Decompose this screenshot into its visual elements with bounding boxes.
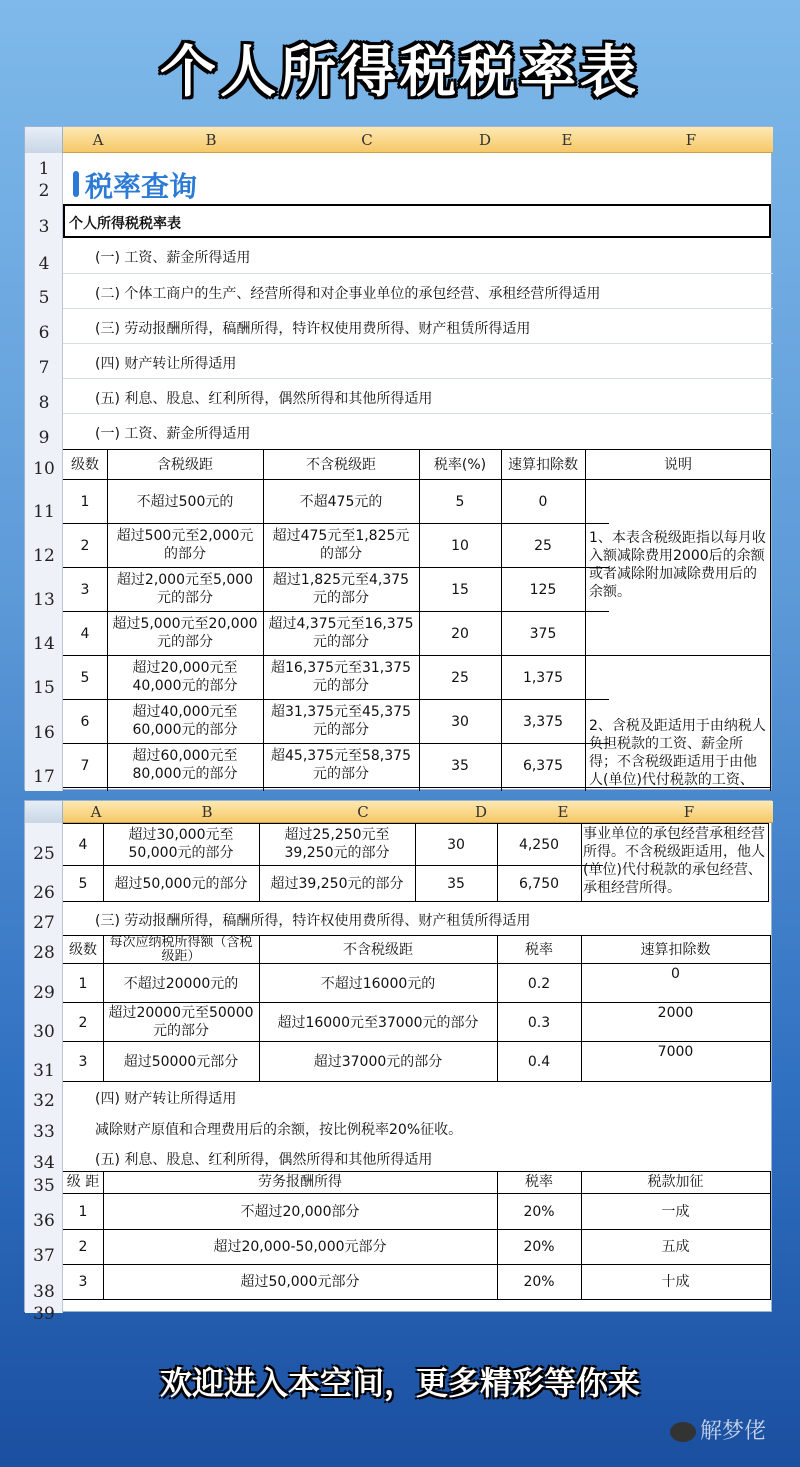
cell[interactable]: 超过50000元部分 <box>123 1054 239 1070</box>
table-border <box>63 901 769 902</box>
hdr-rate[interactable]: 税率 <box>525 942 553 958</box>
row-num[interactable]: 14 <box>33 634 55 654</box>
row-num[interactable]: 11 <box>33 502 55 522</box>
title-cell[interactable]: 个人所得税税率表 <box>69 216 181 232</box>
table-border <box>259 823 260 901</box>
hdr-nontaxable[interactable]: 不含税级距 <box>343 942 413 958</box>
table-border <box>107 449 108 791</box>
cell[interactable]: 5 <box>80 670 90 686</box>
cell[interactable]: 超过16000元至37000元的部分 <box>277 1015 479 1031</box>
cell[interactable]: 不超过16000元的 <box>320 976 436 992</box>
section-title: 税率查询 <box>85 170 198 203</box>
row-num[interactable]: 39 <box>33 1304 55 1324</box>
table-border <box>63 611 609 612</box>
cell[interactable]: 0.2 <box>527 976 551 992</box>
table-border <box>63 1193 771 1194</box>
row-num[interactable]: 2 <box>38 181 50 201</box>
table-border <box>770 1171 771 1299</box>
table-border <box>63 865 603 866</box>
cell[interactable]: 375 <box>529 626 557 642</box>
cell[interactable]: 2 <box>78 1015 88 1031</box>
cell[interactable]: 超过40,000元至60,000元的部分 <box>132 704 238 738</box>
table-border <box>63 699 609 700</box>
hdr-nontaxable[interactable]: 不含税级距 <box>306 457 376 473</box>
cell[interactable]: 超过4,375元至16,375元的部分 <box>268 616 414 650</box>
col-e[interactable]: E <box>561 131 573 149</box>
spreadsheet-bottom[interactable] <box>24 800 772 1324</box>
cell[interactable]: 不超475元的 <box>299 494 383 510</box>
category-3[interactable]: (三) 劳动报酬所得，稿酬所得，特许权使用费所得、财产租赁所得适用 <box>95 913 531 929</box>
cell[interactable]: 30 <box>447 837 465 853</box>
cell[interactable]: 超31,375元至45,375元的部分 <box>271 704 411 738</box>
column-header-bar <box>25 127 773 153</box>
cell[interactable]: 20% <box>523 1239 555 1255</box>
cell[interactable]: 五成 <box>661 1239 690 1255</box>
grid-line <box>63 273 773 274</box>
cell[interactable]: 25 <box>534 538 552 554</box>
cell[interactable]: 超过500元至2,000元的部分 <box>116 528 254 562</box>
cell[interactable]: 2 <box>78 1239 88 1255</box>
cell[interactable]: 超过50,000元部分 <box>240 1274 360 1290</box>
table-border <box>63 743 609 744</box>
col-a[interactable]: A <box>90 803 102 821</box>
cell[interactable]: 4 <box>80 626 90 642</box>
row-num[interactable]: 25 <box>33 844 55 864</box>
cell[interactable]: 4 <box>78 837 88 853</box>
hdr-surcharge[interactable]: 税款加征 <box>647 1174 704 1190</box>
category-5[interactable]: (五) 利息、股息、红利所得，偶然所得和其他所得适用 <box>95 1152 433 1168</box>
col-e[interactable]: E <box>557 803 569 821</box>
col-c[interactable]: C <box>361 131 373 149</box>
row-num[interactable]: 12 <box>33 546 55 566</box>
row-num[interactable]: 6 <box>38 323 50 343</box>
table-border <box>585 449 586 791</box>
cell[interactable]: 5 <box>78 876 88 892</box>
cell[interactable]: 3,375 <box>522 714 564 730</box>
logo-text: 解梦佬 <box>700 1419 767 1444</box>
note-2[interactable]: 2、含税及距适用于由纳税人负担税款的工资、薪金所得；不含税级距适用于由他人(单位)代付税款的工资、 <box>589 718 766 788</box>
hdr-deduction[interactable]: 速算扣除数 <box>640 942 711 958</box>
table-border <box>63 1264 771 1265</box>
row-num[interactable]: 36 <box>33 1211 55 1231</box>
cell[interactable]: 超过5,000元至20,000元的部分 <box>112 616 258 650</box>
cell[interactable]: 不超过20,000部分 <box>240 1204 360 1220</box>
cell[interactable]: 超过30,000元至50,000元的部分 <box>128 827 234 861</box>
cell[interactable]: 超过20,000-50,000元部分 <box>213 1239 387 1255</box>
table-border <box>581 823 582 901</box>
category-3[interactable]: (三) 劳动报酬所得，稿酬所得，特许权使用费所得、财产租赁所得适用 <box>95 321 531 337</box>
cell[interactable]: 1 <box>78 976 88 992</box>
table-border <box>63 1081 771 1082</box>
hdr-labor[interactable]: 劳务报酬所得 <box>258 1174 342 1190</box>
row-num[interactable]: 16 <box>33 723 55 743</box>
watermark-logo <box>670 1414 766 1445</box>
spreadsheet-top[interactable] <box>24 126 772 790</box>
cell[interactable]: 0.3 <box>527 1015 551 1031</box>
table-border <box>63 655 771 656</box>
table-border <box>63 567 609 568</box>
row-num[interactable]: 13 <box>33 590 55 610</box>
cell[interactable]: 一成 <box>661 1204 690 1220</box>
col-d[interactable]: D <box>478 131 492 149</box>
table-border <box>63 1002 771 1003</box>
hdr-level[interactable]: 级数 <box>71 457 99 473</box>
table-border <box>63 523 609 524</box>
cell[interactable]: 35 <box>447 876 465 892</box>
category-2[interactable]: (二) 个体工商户的生产、经营所得和对企事业单位的承包经营、承租经营所得适用 <box>95 286 601 302</box>
cell[interactable]: 十成 <box>661 1274 690 1290</box>
col-c[interactable]: C <box>357 803 369 821</box>
row-num[interactable]: 30 <box>33 1022 55 1042</box>
row-num[interactable]: 5 <box>38 288 50 308</box>
col-b[interactable]: B <box>201 803 213 821</box>
cell[interactable]: 2 <box>80 538 90 554</box>
table-border <box>63 1299 771 1300</box>
cell[interactable]: 5 <box>455 494 465 510</box>
hdr-rate[interactable]: 税率 <box>525 1174 553 1190</box>
cell[interactable]: 超过50,000元的部分 <box>114 876 248 892</box>
col-d[interactable]: D <box>474 803 488 821</box>
cell[interactable]: 125 <box>529 582 557 598</box>
row-num[interactable]: 37 <box>33 1246 55 1266</box>
note-1[interactable]: 1、本表含税级距指以每月收入额减除费用2000后的余额或者减除附加减除费用后的余额。 <box>589 530 766 600</box>
cell[interactable]: 1 <box>80 494 90 510</box>
cell[interactable]: 1,375 <box>522 670 564 686</box>
hdr-grade[interactable]: 级 距 <box>66 1174 100 1190</box>
row-num[interactable]: 32 <box>33 1091 55 1111</box>
row-num[interactable]: 33 <box>33 1122 55 1142</box>
category-4[interactable]: (四) 财产转让所得适用 <box>95 1091 237 1107</box>
row-num[interactable]: 38 <box>33 1282 55 1302</box>
row-num[interactable]: 35 <box>33 1176 55 1196</box>
grid-line <box>63 343 773 344</box>
cell[interactable]: 0.4 <box>527 1054 551 1070</box>
cell[interactable]: 20% <box>523 1204 555 1220</box>
cell[interactable]: 7 <box>80 758 90 774</box>
table-border <box>263 449 264 791</box>
table-border <box>103 935 104 1081</box>
cell[interactable]: 4,250 <box>518 837 560 853</box>
row-num[interactable]: 17 <box>33 767 55 787</box>
category-4[interactable]: (四) 财产转让所得适用 <box>95 356 237 372</box>
table-border <box>768 823 769 901</box>
table-border <box>63 823 769 824</box>
cell[interactable]: 超过1,825元至4,375元的部分 <box>272 572 410 606</box>
col-f[interactable]: F <box>683 803 695 821</box>
row-num[interactable]: 7 <box>38 358 50 378</box>
table-border <box>63 449 771 450</box>
cell[interactable]: 超过2,000元至5,000元的部分 <box>116 572 254 606</box>
row-num[interactable]: 28 <box>33 943 55 963</box>
cell[interactable]: 25 <box>451 670 469 686</box>
row-num[interactable]: 26 <box>33 883 55 903</box>
hdr-rate[interactable]: 税率(%) <box>433 457 487 473</box>
cell[interactable]: 超45,375元至58,375元的部分 <box>271 748 411 782</box>
cell[interactable]: 超过475元至1,825元的部分 <box>272 528 410 562</box>
cell[interactable]: 0 <box>538 494 548 510</box>
category-4-text[interactable]: 减除财产原值和合理费用后的余额，按比例税率20%征收。 <box>95 1122 463 1138</box>
note-continued[interactable]: 事业单位的承包经营承租经营所得。不含税级距适用，他人(单位)代付税款的承包经营、承租经营所得。 <box>583 826 765 896</box>
cell[interactable]: 35 <box>451 758 469 774</box>
cell[interactable]: 3 <box>78 1054 88 1070</box>
banner-title: 个人所得税税率表 <box>160 40 640 105</box>
cell[interactable]: 10 <box>451 538 469 554</box>
row-num[interactable]: 10 <box>33 459 55 479</box>
cell[interactable]: 超过20,000元至40,000元的部分 <box>132 660 238 694</box>
row-num[interactable]: 1 <box>38 159 50 179</box>
grid-line <box>63 413 773 414</box>
cell[interactable]: 7000 <box>657 1044 694 1060</box>
footer-slogan: 欢迎进入本空间，更多精彩等你来 <box>159 1364 640 1402</box>
cell[interactable]: 3 <box>80 582 90 598</box>
category-1[interactable]: (一) 工资、薪金所得适用 <box>95 250 251 266</box>
row-num[interactable]: 15 <box>33 678 55 698</box>
row-num[interactable]: 31 <box>33 1061 55 1081</box>
select-all-corner[interactable] <box>25 801 63 823</box>
row-num[interactable]: 8 <box>38 393 50 413</box>
cell[interactable]: 2000 <box>657 1005 694 1021</box>
hdr-level[interactable]: 级数 <box>69 942 97 958</box>
table-border <box>770 449 771 791</box>
section-accent-bar <box>73 171 79 197</box>
hdr-taxable[interactable]: 含税级距 <box>157 457 213 473</box>
cell[interactable]: 超过37000元的部分 <box>313 1054 443 1070</box>
table-border <box>63 479 771 480</box>
row-num[interactable]: 27 <box>33 913 55 933</box>
table-border <box>63 1171 771 1172</box>
category-5[interactable]: (五) 利息、股息、红利所得，偶然所得和其他所得适用 <box>95 391 433 407</box>
cell[interactable]: 超过20000元至50000元的部分 <box>108 1005 254 1039</box>
cell[interactable]: 15 <box>451 582 469 598</box>
row-num[interactable]: 9 <box>38 428 50 448</box>
select-all-corner[interactable] <box>25 127 63 153</box>
cell[interactable]: 3 <box>78 1274 88 1290</box>
table-border <box>63 1229 771 1230</box>
cell[interactable]: 超过25,250元至39,250元的部分 <box>284 827 390 861</box>
cell[interactable]: 6,750 <box>518 876 560 892</box>
cell[interactable]: 不超过20000元的 <box>123 976 239 992</box>
cell[interactable]: 不超过500元的 <box>136 494 234 510</box>
row-num[interactable]: 4 <box>38 254 50 274</box>
column-header-bar <box>25 801 773 823</box>
grid-line <box>63 308 773 309</box>
table-border <box>103 823 104 901</box>
cell[interactable]: 6,375 <box>522 758 564 774</box>
logo-icon <box>670 1422 696 1442</box>
cell[interactable]: 超16,375元至31,375元的部分 <box>271 660 411 694</box>
cell[interactable]: 1 <box>78 1204 88 1220</box>
cell[interactable]: 6 <box>80 714 90 730</box>
col-f[interactable]: F <box>685 131 697 149</box>
hdr-deduction[interactable]: 速算扣除数 <box>508 457 578 473</box>
cell[interactable]: 超过60,000元至80,000元的部分 <box>132 748 238 782</box>
cell[interactable]: 0 <box>671 966 680 982</box>
col-a[interactable]: A <box>92 131 104 149</box>
cell[interactable]: 30 <box>451 714 469 730</box>
cell[interactable]: 超过39,250元的部分 <box>270 876 404 892</box>
cell[interactable]: 20% <box>523 1274 555 1290</box>
hdr-taxable[interactable]: 每次应纳税所得额（含税级距） <box>109 935 253 964</box>
table-border <box>770 935 771 1081</box>
row-num[interactable]: 3 <box>38 217 50 237</box>
table-border <box>63 1041 771 1042</box>
col-b[interactable]: B <box>205 131 217 149</box>
hdr-note[interactable]: 说明 <box>664 457 692 473</box>
cell[interactable]: 20 <box>451 626 469 642</box>
grid-line <box>63 378 773 379</box>
row-num[interactable]: 29 <box>33 983 55 1003</box>
category-1-repeat[interactable]: (一) 工资、薪金所得适用 <box>95 426 251 442</box>
row-num[interactable]: 34 <box>33 1153 55 1173</box>
